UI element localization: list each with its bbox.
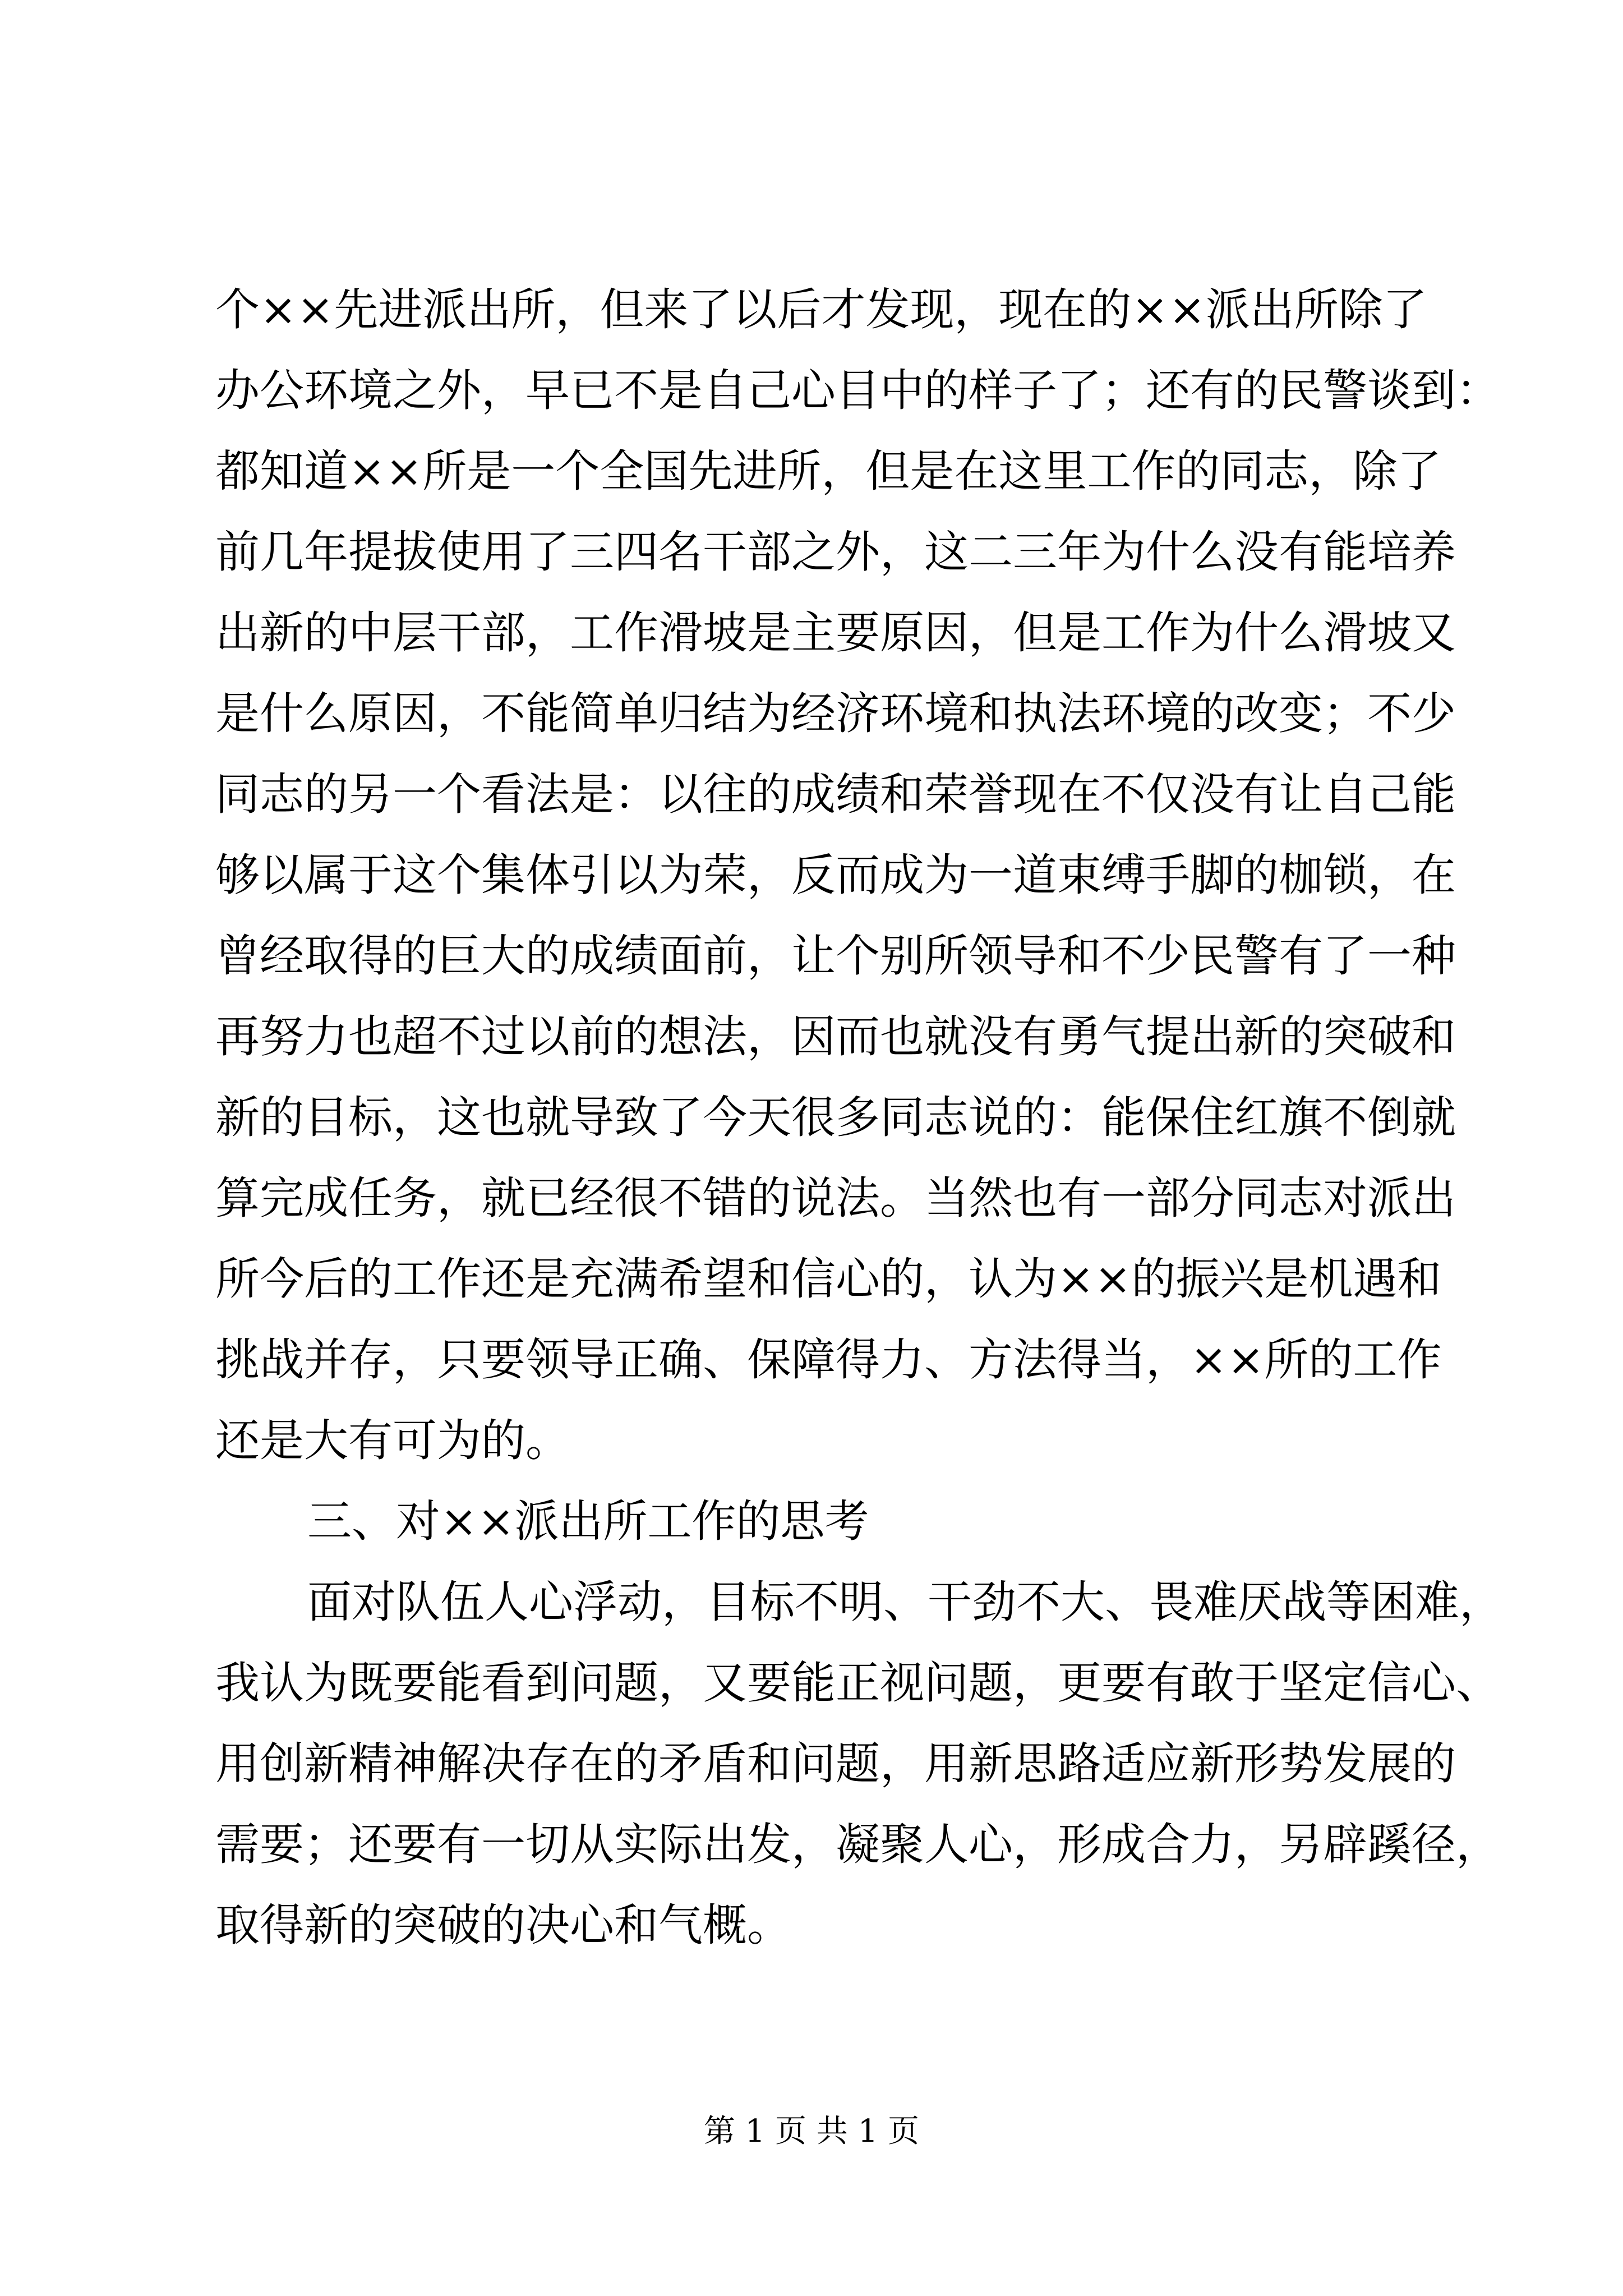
text-line: 够以属于这个集体引以为荣，反而成为一道束缚手脚的枷锁，在 [215, 849, 1456, 901]
text-line: 还是大有可为的。 [215, 1415, 570, 1466]
text-line: 出新的中层干部，工作滑坡是主要原因，但是工作为什么滑坡又 [215, 607, 1456, 659]
text-line: 需要；还要有一切从实际出发，凝聚人心，形成合力，另辟蹊径， [215, 1819, 1500, 1870]
text-line: 面对队伍人心浮动，目标不明、干劲不大、畏难厌战等困难， [307, 1576, 1504, 1628]
text-line: 是什么原因，不能简单归结为经济环境和执法环境的改变；不少 [215, 688, 1456, 739]
section-heading: 三、对××派出所工作的思考 [307, 1496, 869, 1547]
text-line: 个××先进派出所，但来了以后才发现，现在的××派出所除了 [215, 284, 1427, 335]
text-line: 前几年提拔使用了三四名干部之外，这二三年为什么没有能培养 [215, 526, 1456, 578]
text-line: 都知道××所是一个全国先进所，但是在这里工作的同志，除了 [215, 445, 1442, 497]
text-line: 所今后的工作还是充满希望和信心的，认为××的振兴是机遇和 [215, 1253, 1442, 1305]
text-line: 我认为既要能看到问题，又要能正视问题，更要有敢于坚定信心、 [215, 1657, 1500, 1709]
page-number-footer: 第 1 页 共 1 页 [703, 2113, 920, 2150]
text-line: 用创新精神解决存在的矛盾和问题，用新思路适应新形势发展的 [215, 1738, 1456, 1789]
text-line: 取得新的突破的决心和气概。 [215, 1899, 791, 1951]
text-line: 同志的另一个看法是：以往的成绩和荣誉现在不仅没有让自己能 [215, 769, 1456, 820]
text-line: 再努力也超不过以前的想法，因而也就没有勇气提出新的突破和 [215, 1011, 1456, 1062]
text-line: 新的目标，这也就导致了今天很多同志说的：能保住红旗不倒就 [215, 1092, 1456, 1143]
text-line: 挑战并存，只要领导正确、保障得力、方法得当，××所的工作 [215, 1334, 1442, 1386]
text-line: 算完成任务，就已经很不错的说法。当然也有一部分同志对派出 [215, 1172, 1456, 1224]
document-body [215, 269, 1504, 1966]
text-line: 曾经取得的巨大的成绩面前，让个别所领导和不少民警有了一种 [215, 930, 1456, 982]
text-line: 办公环境之外，早已不是自己心目中的样子了；还有的民警谈到： [215, 365, 1500, 416]
